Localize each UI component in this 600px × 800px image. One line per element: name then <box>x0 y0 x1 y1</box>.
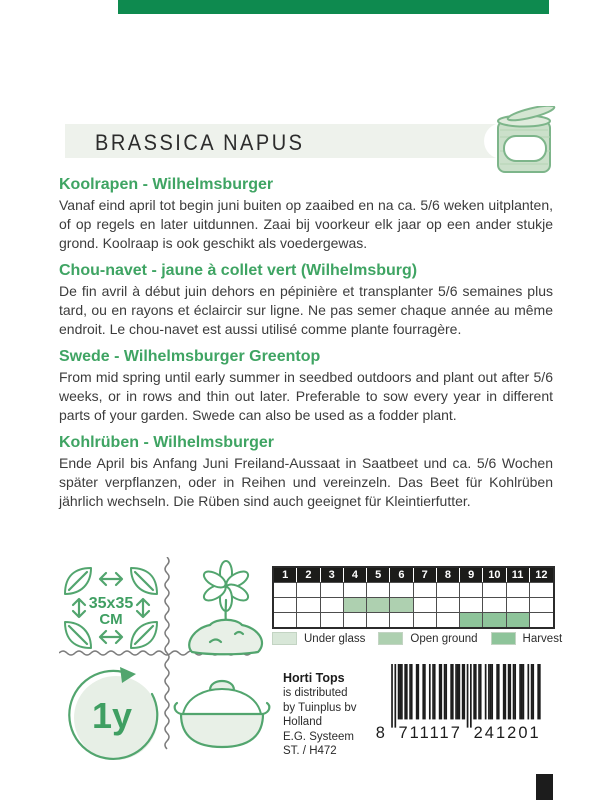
calendar-header-row <box>274 568 553 582</box>
calendar-cell <box>483 612 506 627</box>
sowing-calendar <box>272 566 555 629</box>
section-french <box>59 262 553 339</box>
calendar-cell <box>460 582 483 597</box>
section-body-de: Ende April bis Anfang Juni Freiland-Aussaat in Saatbeet und ca. 5/6 Wochen später verpflanzen, oder in Reihen und vereinzeln. Das Beet für Kohlrüben jährlich wechseln. Die Rüben sind auch geeignet für Kleintierfutter. <box>59 455 553 509</box>
section-body-fr: De fin avril à début juin dehors en pépinière et transplanter 5/6 semaines plus tard, ou en rayons et éclaircir sur ligne. Ne pas semer chaque année au même endroit. Le chou-navet est aussi utilisé comme plante fourragère. <box>59 283 553 337</box>
calendar-month-2: 2 <box>297 568 320 582</box>
spacing-value-label: 35x35 <box>88 595 134 612</box>
legend-swatch <box>272 632 297 645</box>
legend-item <box>491 632 563 645</box>
calendar-month-11: 11 <box>507 568 530 582</box>
legend-item <box>378 632 477 645</box>
top-color-bar <box>118 0 549 14</box>
calendar-cell <box>530 582 553 597</box>
print-registration-mark <box>536 774 553 800</box>
calendar-cell <box>507 612 530 627</box>
plant-spacing-icon <box>58 563 164 653</box>
calendar-row-under-glass <box>274 582 553 597</box>
calendar-cell <box>274 612 297 627</box>
calendar-month-10: 10 <box>483 568 506 582</box>
calendar-cell <box>460 612 483 627</box>
calendar-month-1: 1 <box>274 568 297 582</box>
calendar-cell <box>437 582 460 597</box>
section-heading-de: Kohlrüben - Wilhelmsburger <box>59 434 274 451</box>
barcode-bars <box>391 664 540 728</box>
calendar-cell <box>390 582 413 597</box>
legend-item <box>272 632 365 645</box>
section-heading-nl: Koolrapen - Wilhelmsburger <box>59 176 274 193</box>
section-dutch <box>59 176 553 253</box>
species-name: BRASSICA NAPUS <box>95 130 305 156</box>
barcode <box>366 664 558 742</box>
calendar-cell <box>483 597 506 612</box>
distributor-line: E.G. Systeem <box>283 730 354 743</box>
calendar-month-6: 6 <box>390 568 413 582</box>
calendar-month-12: 12 <box>530 568 553 582</box>
barcode-digits-right: 241201 <box>473 723 541 742</box>
legend-swatch <box>378 632 403 645</box>
calendar-cell <box>390 612 413 627</box>
calendar-cell <box>507 597 530 612</box>
calendar-cell <box>414 582 437 597</box>
calendar-month-8: 8 <box>437 568 460 582</box>
calendar-cell <box>367 612 390 627</box>
distributor-name: Horti Tops <box>283 671 345 685</box>
calendar-cell <box>460 597 483 612</box>
description-sections <box>59 176 553 520</box>
calendar-cell <box>321 582 344 597</box>
section-english <box>59 348 553 425</box>
calendar-cell <box>344 597 367 612</box>
calendar-cell <box>274 597 297 612</box>
calendar-cell <box>530 597 553 612</box>
calendar-month-7: 7 <box>414 568 437 582</box>
cooking-pot-icon <box>170 676 274 754</box>
section-heading-fr: Chou-navet - jaune à collet vert (Wilhelmsburg) <box>59 262 418 279</box>
legend-label: Harvest <box>522 632 563 645</box>
legend-label: Open ground <box>410 632 478 645</box>
distributor-line: ST. / H472 <box>283 745 337 757</box>
section-heading-en: Swede - Wilhelmsburger Greentop <box>59 348 321 365</box>
calendar-cell <box>344 582 367 597</box>
distributor-line: Holland <box>283 716 322 728</box>
calendar-cell <box>367 582 390 597</box>
distributor-info <box>283 671 357 759</box>
calendar-cell <box>344 612 367 627</box>
crop-rotation-icon <box>60 666 164 762</box>
legend-label: Under glass <box>304 632 366 645</box>
seedling-mound-icon <box>180 560 272 656</box>
legend-swatch <box>491 632 516 645</box>
calendar-cell <box>437 612 460 627</box>
distributor-line: by Tuinplus bv <box>283 701 357 714</box>
calendar-cell <box>367 597 390 612</box>
calendar-cell <box>390 597 413 612</box>
distributor-lines <box>283 686 357 759</box>
calendar-month-3: 3 <box>321 568 344 582</box>
calendar-cell <box>297 582 320 597</box>
rotation-label: 1y <box>91 695 133 736</box>
barcode-digit-first: 8 <box>375 723 385 742</box>
calendar-cell <box>530 612 553 627</box>
calendar-cell <box>414 597 437 612</box>
calendar-row-harvest <box>274 612 553 627</box>
calendar-cell <box>321 612 344 627</box>
calendar-cell <box>437 597 460 612</box>
calendar-cell <box>321 597 344 612</box>
calendar-cell <box>414 612 437 627</box>
calendar-month-5: 5 <box>367 568 390 582</box>
section-german <box>59 434 553 511</box>
calendar-row-open-ground <box>274 597 553 612</box>
calendar-month-9: 9 <box>460 568 483 582</box>
calendar-cell <box>483 582 506 597</box>
calendar-body <box>274 582 553 627</box>
calendar-month-4: 4 <box>344 568 367 582</box>
calendar-cell <box>274 582 297 597</box>
calendar-cell <box>507 582 530 597</box>
distributor-line: is distributed <box>283 687 348 699</box>
open-can-icon <box>493 106 559 180</box>
barcode-digits-left: 711117 <box>398 723 462 742</box>
section-body-nl: Vanaf eind april tot begin juni buiten op zaaibed en na ca. 5/6 weken uitplanten, of op regels en later uitdunnen. Zaai bij voorkeur elk jaar op een ander stukje grond. Koolraap is ook geschikt als voedergewas. <box>59 197 553 251</box>
calendar-legend <box>272 632 575 645</box>
spacing-unit-label: CM <box>99 611 123 628</box>
section-body-en: From mid spring until early summer in seedbed outdoors and plant out after 5/6 weeks, or in rows and thin out later. Preferable to sow every year in different parts of your garden. Swede can also be used as a fodder plant. <box>59 369 553 423</box>
calendar-cell <box>297 597 320 612</box>
calendar-cell <box>297 612 320 627</box>
